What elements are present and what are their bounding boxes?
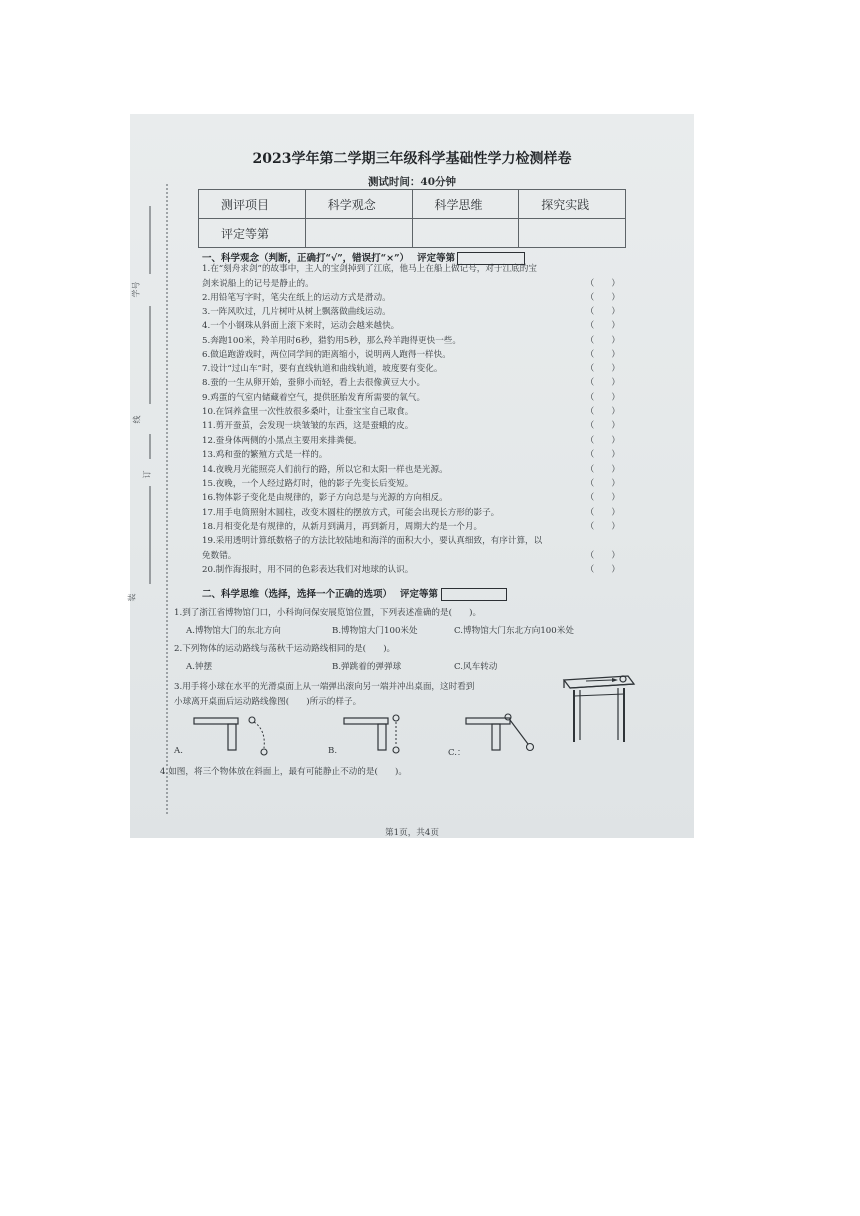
judge-item: 10.在饲养盒里一次性放很多桑叶，让蚕宝宝自己取食。 （ ）	[202, 405, 612, 420]
judge-item: 免数错。 （ ）	[202, 549, 612, 564]
answer-paren[interactable]: （ ）	[585, 551, 620, 561]
judge-item: 8.蚕的一生从卵开始，蚕卵小而轻，看上去很像黄豆大小。 （ ）	[202, 376, 612, 391]
answer-paren[interactable]: （ ）	[585, 378, 620, 388]
binding-label-student-id: 学号	[131, 281, 141, 298]
option-c-trajectory-figure	[464, 710, 544, 758]
choice-option[interactable]: B.	[328, 746, 338, 756]
choice-question-2: 2.下列物体的运动路线与荡秋千运动路线相同的是( )。	[174, 644, 396, 654]
answer-paren[interactable]: （ ）	[585, 393, 620, 403]
photo-of-exam-page	[127, 114, 694, 838]
exam-title: 2023学年第二学期三年级科学基础性学力检测样卷	[252, 151, 572, 167]
answer-paren[interactable]: （ ）	[585, 465, 620, 475]
judge-item: 9.鸡蛋的气室内储藏着空气，提供胚胎发育所需要的氧气。 （ ）	[202, 391, 612, 406]
section2-heading	[202, 586, 507, 601]
eval-cell: 评定等第	[199, 219, 306, 248]
choice-option[interactable]: C.：	[448, 748, 466, 758]
judge-item: 18.月相变化是有规律的，从新月到满月，再到新月，周期大约是一个月。 （ ）	[202, 520, 612, 535]
binding-label-order: 订	[142, 470, 152, 479]
answer-paren[interactable]: （ ）	[585, 279, 620, 289]
binding-label-line: 线	[132, 415, 142, 424]
judge-item: 17.用手电筒照射木圆柱，改变木圆柱的摆放方式，可能会出现长方形的影子。 （ ）	[202, 506, 612, 521]
eval-cell: 探究实践	[519, 190, 626, 219]
judge-item: 3.一阵风吹过，几片树叶从树上飘落做曲线运动。 （ ）	[202, 305, 612, 320]
answer-paren[interactable]: （ ）	[585, 321, 620, 331]
eval-cell: 科学观念	[305, 190, 412, 219]
eval-cell: 测评项目	[199, 190, 306, 219]
evaluation-row-items	[199, 190, 626, 219]
answer-paren[interactable]: （ ）	[585, 350, 620, 360]
judge-item: 1.在“刻舟求剑”的故事中，主人的宝剑掉到了江底，他马上在船上做记号，对于江底的宝	[202, 264, 537, 274]
choice-option[interactable]: B.博物馆大门100米处	[332, 626, 418, 636]
answer-paren[interactable]: （ ）	[585, 508, 620, 518]
eval-grade-cell[interactable]	[305, 219, 412, 248]
section1-rating-label: 评定等第	[417, 253, 456, 264]
binding-margin-lines	[130, 114, 200, 838]
section2-rating-label: 评定等第	[400, 589, 439, 600]
option-b-trajectory-figure	[342, 710, 412, 758]
judge-item: 5.奔跑100米，羚羊用时6秒，猎豹用5秒，那么羚羊跑得更快一些。 （ ）	[202, 334, 612, 349]
evaluation-row-grades	[199, 219, 626, 248]
judge-item: 12.蚕身体两侧的小黑点主要用来排粪便。 （ ）	[202, 434, 612, 449]
section2-rating-box[interactable]	[441, 588, 507, 601]
eval-grade-cell[interactable]	[519, 219, 626, 248]
answer-paren[interactable]: （ ）	[585, 293, 620, 303]
choice-question-3-line2: 小球离开桌面后运动路线像图( )所示的样子。	[174, 697, 362, 707]
table-with-ball-illustration	[560, 666, 636, 746]
answer-paren[interactable]: （ ）	[585, 436, 620, 446]
judge-item: 11.剪开蚕茧，会发现一块皱皱的东西，这是蚕蛾的皮。 （ ）	[202, 419, 612, 434]
judge-item: 20.制作海报时，用不同的色彩表达我们对地球的认识。 （ ）	[202, 563, 612, 578]
answer-paren[interactable]: （ ）	[585, 407, 620, 417]
eval-cell: 科学思维	[412, 190, 519, 219]
judge-item: 7.设计“过山车”时，要有直线轨道和曲线轨道，坡度要有变化。 （ ）	[202, 362, 612, 377]
judge-item: 16.物体影子变化是由规律的，影子方向总是与光源的方向相反。 （ ）	[202, 491, 612, 506]
answer-paren[interactable]: （ ）	[585, 522, 620, 532]
answer-paren[interactable]: （ ）	[585, 450, 620, 460]
binding-label-bind: 装	[127, 593, 137, 602]
choice-option[interactable]: C.博物馆大门东北方向100米处	[454, 626, 574, 636]
judge-item: 14.夜晚月光能照亮人们前行的路，所以它和太阳一样也是光源。 （ ）	[202, 463, 612, 478]
judge-item: 4.一个小钢珠从斜面上滚下来时，运动会越来越快。 （ ）	[202, 319, 612, 334]
choice-option[interactable]: A.	[174, 746, 183, 756]
answer-paren[interactable]: （ ）	[585, 307, 620, 317]
judge-item: 13.鸡和蚕的繁殖方式是一样的。 （ ）	[202, 448, 612, 463]
judge-item: 19.采用透明计算纸数格子的方法比较陆地和海洋的面积大小，要认真细致，有序计算，以	[202, 536, 543, 546]
choice-question-3-line1: 3.用手将小球在水平的光滑桌面上从一端弹出滚向另一端并冲出桌面，这时看到	[174, 682, 475, 692]
judge-item: 剑来说船上的记号是静止的。 （ ）	[202, 277, 612, 292]
choice-question-4: 4.如图，将三个物体放在斜面上，最有可能静止不动的是( )。	[160, 767, 407, 777]
page-footer: 第1页，共4页	[385, 828, 439, 838]
judge-item: 15.夜晚，一个人经过路灯时，他的影子先变长后变短。 （ ）	[202, 477, 612, 492]
section2-heading-text: 二、科学思维（选择，选择一个正确的选项）	[202, 589, 393, 600]
answer-paren[interactable]: （ ）	[585, 479, 620, 489]
answer-paren[interactable]: （ ）	[585, 493, 620, 503]
judge-item: 2.用铅笔写字时，笔尖在纸上的运动方式是滑动。 （ ）	[202, 291, 612, 306]
answer-paren[interactable]: （ ）	[585, 565, 620, 575]
answer-paren[interactable]: （ ）	[585, 421, 620, 431]
option-a-trajectory-figure	[192, 712, 282, 760]
exam-sheet	[127, 114, 694, 838]
choice-option[interactable]: A.博物馆大门的东北方向	[186, 626, 281, 636]
choice-option[interactable]: C.风车转动	[454, 662, 498, 672]
choice-option[interactable]: A.钟摆	[186, 662, 213, 672]
answer-paren[interactable]: （ ）	[585, 364, 620, 374]
choice-question-1: 1.到了浙江省博物馆门口，小科询问保安展览馆位置，下列表述准确的是( )。	[174, 608, 482, 618]
section1-heading-text: 一、科学观念（判断，正确打“√”，错误打“×”）	[202, 253, 410, 264]
answer-paren[interactable]: （ ）	[585, 336, 620, 346]
judge-item: 6.做追跑游戏时，两位同学间的距离缩小，说明两人跑得一样快。 （ ）	[202, 348, 612, 363]
choice-option[interactable]: B.弹跳着的弹弹球	[332, 662, 402, 672]
eval-grade-cell[interactable]	[412, 219, 519, 248]
exam-time: 测试时间：40分钟	[367, 176, 457, 188]
evaluation-table	[198, 189, 626, 248]
